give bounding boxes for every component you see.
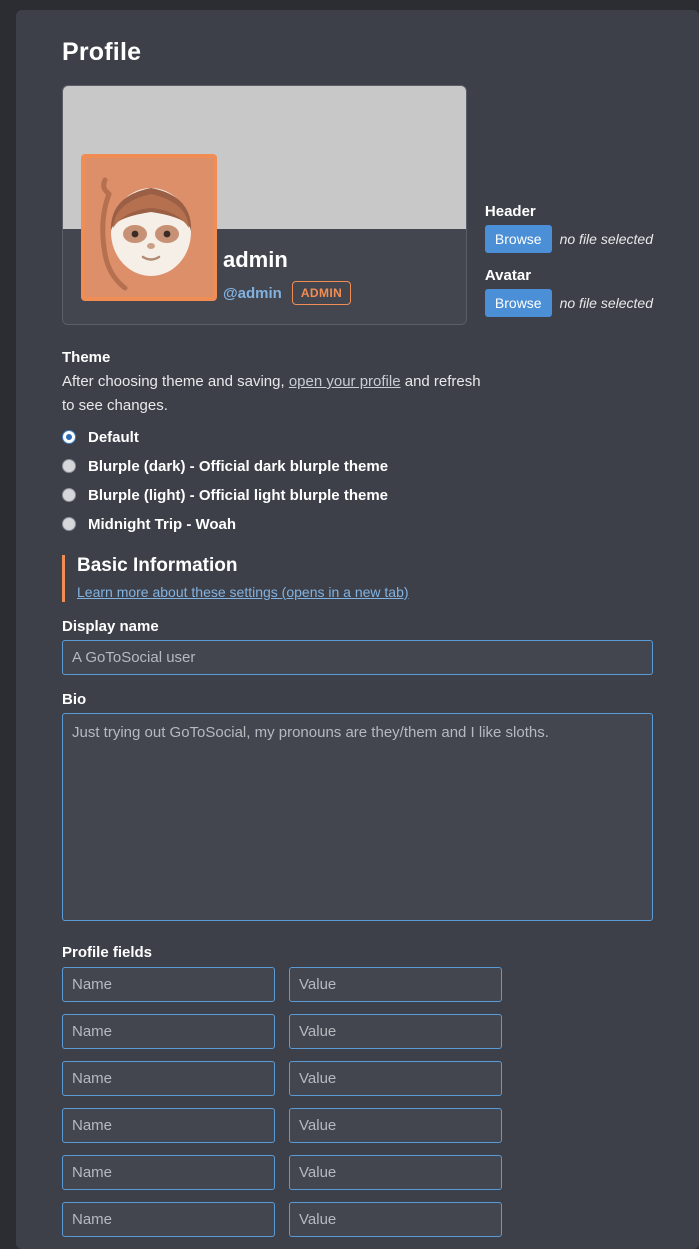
profile-field-row [62, 1061, 653, 1096]
theme-description [62, 370, 492, 419]
header-upload-row [485, 225, 653, 253]
profile-field-row [62, 1014, 653, 1049]
theme-option-label: Default [88, 428, 139, 446]
profile-field-value-input[interactable] [289, 1155, 502, 1190]
theme-description-after: and refresh to see changes. [62, 373, 481, 415]
theme-radio-group [62, 429, 653, 533]
profile-field-row [62, 1108, 653, 1143]
theme-option-label: Blurple (light) - Official light blurple theme [88, 486, 388, 504]
upload-column [485, 85, 653, 331]
theme-option-blurple-dark[interactable] [62, 458, 653, 475]
profile-field-row [62, 1155, 653, 1190]
profile-preview-row [62, 85, 653, 331]
page-title: Profile [62, 38, 142, 66]
sloth-avatar-icon [85, 158, 213, 297]
theme-option-label: Blurple (dark) - Official dark blurple theme [88, 457, 389, 475]
radio-icon[interactable] [62, 488, 76, 502]
avatar-upload-label: Avatar [484, 267, 532, 284]
settings-panel [16, 10, 699, 1249]
preview-display-name: admin [223, 247, 288, 272]
profile-field-name-input[interactable] [62, 1061, 275, 1096]
profile-field-value-input[interactable] [289, 1108, 502, 1143]
profile-field-name-input[interactable] [62, 1014, 275, 1049]
profile-field-row [62, 967, 653, 1002]
profile-field-value-input[interactable] [289, 1014, 502, 1049]
theme-option-blurple-light[interactable] [62, 487, 653, 504]
header-file-status: no file selected [559, 231, 653, 247]
radio-icon[interactable] [62, 430, 76, 444]
theme-option-midnight-trip[interactable] [62, 516, 653, 533]
profile-field-name-input[interactable] [62, 1108, 275, 1143]
basic-information-fieldset [62, 555, 653, 602]
profile-preview-card [62, 85, 467, 325]
status-badge: ADMIN [292, 281, 351, 305]
theme-option-default[interactable] [62, 429, 653, 446]
profile-card-body [63, 229, 466, 324]
profile-field-value-input[interactable] [289, 967, 502, 1002]
profile-fields-label: Profile fields [62, 943, 153, 961]
profile-field-name-input[interactable] [62, 967, 275, 1002]
header-upload-label: Header [484, 203, 536, 220]
radio-icon[interactable] [62, 459, 76, 473]
profile-field-name-input[interactable] [62, 1155, 275, 1190]
theme-description-before: After choosing theme and saving, [62, 373, 289, 390]
theme-label: Theme [62, 349, 111, 366]
display-name-label: Display name [62, 617, 159, 635]
preview-handle-row [223, 281, 466, 305]
preview-handle: @admin [223, 284, 282, 302]
bio-label: Bio [62, 690, 87, 708]
display-name-input[interactable] [62, 640, 653, 675]
basic-information-legend: Basic Information [77, 554, 238, 576]
profile-field-value-input[interactable] [289, 1061, 502, 1096]
bio-textarea[interactable] [62, 713, 653, 921]
radio-icon[interactable] [62, 517, 76, 531]
avatar-upload-row [485, 289, 653, 317]
avatar[interactable] [81, 154, 217, 301]
theme-option-label: Midnight Trip - Woah [88, 515, 237, 533]
avatar-browse-button[interactable]: Browse [485, 289, 552, 317]
avatar-file-status: no file selected [559, 295, 653, 311]
header-browse-button[interactable]: Browse [485, 225, 552, 253]
learn-more-link[interactable]: Learn more about these settings (opens in a new tab) [77, 583, 409, 600]
open-your-profile-link[interactable]: open your profile [288, 373, 401, 390]
